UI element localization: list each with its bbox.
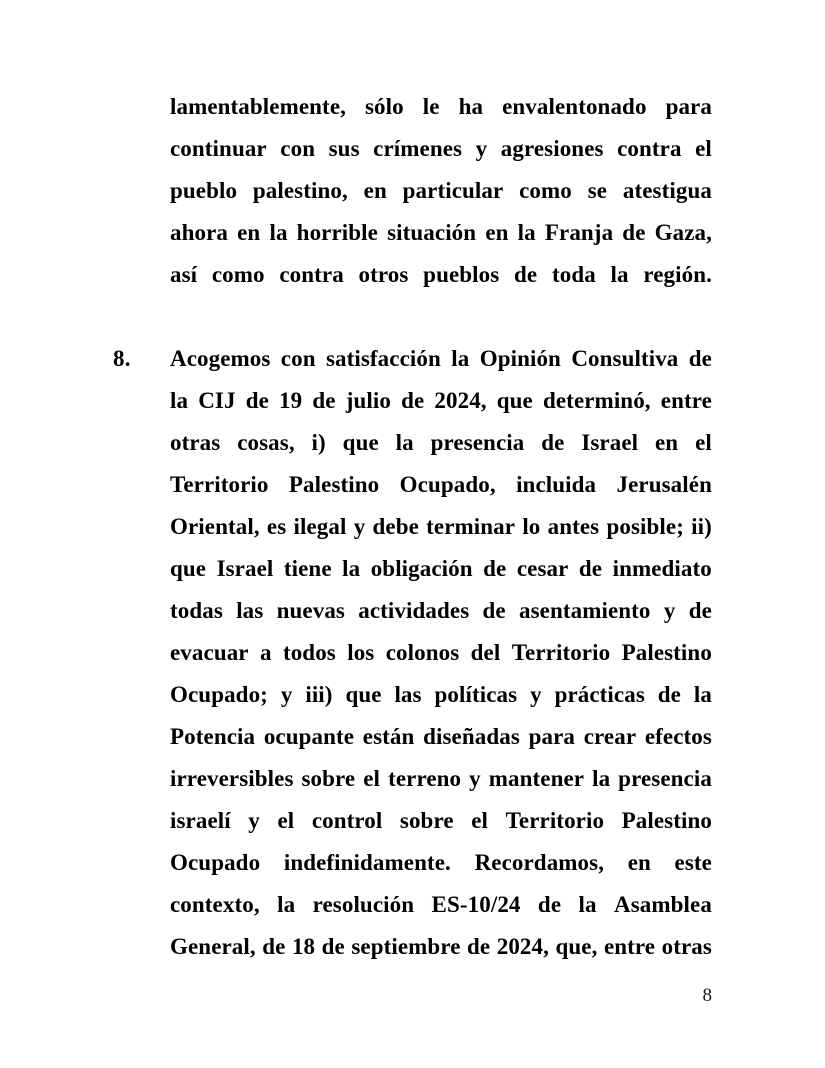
word: sobre [399, 808, 454, 833]
word: Recordamos, [474, 850, 605, 875]
word: colonos [385, 640, 460, 665]
word: crear [583, 724, 637, 749]
word: ilegal [293, 514, 347, 539]
word: del [470, 640, 501, 665]
word: Asamblea [614, 892, 712, 917]
word: 19 [279, 388, 303, 413]
word: ii) [691, 514, 712, 539]
word: Oriental, [170, 514, 260, 539]
text-line [170, 506, 712, 548]
word: actividades [358, 598, 470, 623]
word: CIJ [198, 388, 236, 413]
word: y [469, 766, 481, 791]
word: nuevas [276, 598, 345, 623]
word: Potencia [170, 724, 256, 749]
text-line [170, 800, 712, 842]
text-line [170, 548, 712, 590]
word: particular [402, 178, 504, 203]
word: le [422, 94, 440, 119]
word: Opinión [479, 346, 561, 371]
text-line [170, 422, 712, 464]
word: y [280, 682, 293, 707]
word: la [693, 682, 712, 707]
text-line [170, 758, 712, 800]
word: con [280, 136, 316, 161]
word: el [471, 808, 489, 833]
word: Palestino [621, 640, 712, 665]
word: contra [617, 136, 682, 161]
word: de [622, 220, 646, 245]
word: otras [661, 934, 712, 959]
word: y [530, 682, 542, 707]
word: horrible [296, 220, 378, 245]
word: palestino, [252, 178, 348, 203]
word: y [248, 808, 260, 833]
word: de [483, 556, 507, 581]
word: la [170, 388, 189, 413]
word: irreversibles [170, 766, 294, 791]
text-line [170, 884, 712, 926]
word: de [688, 598, 712, 623]
word: es [266, 514, 287, 539]
word: Israel [581, 430, 639, 455]
word: pueblo [170, 178, 238, 203]
word: que [170, 556, 207, 581]
text-line [170, 128, 712, 170]
word: en [627, 850, 651, 875]
word: presencia [618, 766, 712, 791]
word: de [312, 388, 336, 413]
word: 2024, [496, 934, 549, 959]
word: contexto, [170, 892, 260, 917]
paragraph-number: 8. [113, 346, 131, 371]
word: con [280, 346, 316, 371]
word: Territorio [505, 808, 605, 833]
word: Ocupado, [399, 472, 496, 497]
word: sus [328, 136, 360, 161]
word: de [537, 892, 562, 917]
word: ha [458, 94, 484, 119]
word: atestigua [622, 178, 712, 203]
word: diseñadas [423, 724, 520, 749]
word: la [342, 556, 361, 581]
word: control [311, 808, 383, 833]
text-line [170, 464, 712, 506]
text-line [170, 212, 712, 254]
text-line [170, 926, 712, 968]
word: el [695, 136, 712, 161]
word: General, [170, 934, 256, 959]
text-line [170, 674, 712, 716]
word: este [674, 850, 712, 875]
word: lo [522, 514, 541, 539]
page-number: 8 [702, 985, 712, 1006]
word: efectos [644, 724, 712, 749]
word: que [496, 388, 533, 413]
word: en [485, 220, 509, 245]
word: crímenes [373, 136, 463, 161]
word: de [321, 934, 345, 959]
word: incluida [516, 472, 597, 497]
word: evacuar [170, 640, 249, 665]
paragraph-text [170, 338, 712, 968]
word: en [237, 220, 261, 245]
word: ahora [170, 220, 228, 245]
word: debe [372, 514, 419, 539]
word: que [342, 430, 379, 455]
word: el [695, 430, 712, 455]
word: cosas, [237, 430, 295, 455]
word: mantener [488, 766, 585, 791]
text-line [170, 716, 712, 758]
word: se [587, 178, 608, 203]
word: 2024, [434, 388, 487, 413]
text-line: así como contra otros pueblos de toda la región. [170, 262, 712, 287]
word: terminar [426, 514, 516, 539]
word: sobre [301, 766, 356, 791]
word: i) [311, 430, 326, 455]
word: Territorio [170, 472, 269, 497]
word: para [528, 724, 575, 749]
word: las [236, 598, 264, 623]
word: iii) [305, 682, 333, 707]
paragraph-text [170, 86, 712, 296]
word: presencia [430, 430, 525, 455]
word: prácticas [554, 682, 645, 707]
word: Acogemos [170, 346, 271, 371]
word: satisfacción [325, 346, 441, 371]
word: Israel [216, 556, 274, 581]
word: 18 [291, 934, 316, 959]
word: en [363, 178, 387, 203]
word: como [519, 178, 572, 203]
word: julio [345, 388, 391, 413]
word: ocupante [263, 724, 355, 749]
word: en [655, 430, 679, 455]
word: la [269, 220, 288, 245]
word: que [345, 682, 382, 707]
word: Ocupado; [170, 682, 268, 707]
word: y [663, 598, 676, 623]
word: tiene [283, 556, 332, 581]
word: entre [660, 388, 712, 413]
text-line [170, 86, 712, 128]
word: sólo [365, 94, 404, 119]
word: Territorio [511, 640, 611, 665]
word: Franja [544, 220, 614, 245]
word: la [578, 892, 597, 917]
word: posible; [606, 514, 684, 539]
word: la [592, 766, 611, 791]
word: los [347, 640, 375, 665]
word: situación [387, 220, 477, 245]
word: de [245, 388, 269, 413]
word: continuar [170, 136, 267, 161]
word: inmediato [612, 556, 712, 581]
word: el [363, 766, 381, 791]
word: agresiones [500, 136, 604, 161]
word: y [353, 514, 366, 539]
word: Gaza, [654, 220, 712, 245]
word: de [401, 388, 425, 413]
word: entre [603, 934, 656, 959]
word: políticas [434, 682, 518, 707]
word: de [482, 598, 506, 623]
word: todos [282, 640, 336, 665]
word: a [259, 640, 272, 665]
numbered-paragraph [113, 338, 712, 968]
paragraph [113, 86, 712, 296]
word: terreno [388, 766, 462, 791]
word: la [517, 220, 536, 245]
word: indefinidamente. [283, 850, 451, 875]
word: la [451, 346, 470, 371]
word: y [475, 136, 488, 161]
word: de [578, 556, 603, 581]
word: obligación [370, 556, 473, 581]
word: la [395, 430, 414, 455]
word: Jerusalén [616, 472, 712, 497]
word: Ocupado [170, 850, 261, 875]
word: determinó, [542, 388, 651, 413]
word: israelí [170, 808, 231, 833]
word: todas [170, 598, 223, 623]
word: de [541, 430, 565, 455]
word: el [277, 808, 295, 833]
word: Palestino [621, 808, 712, 833]
word: de [657, 682, 681, 707]
word: Consultiva [571, 346, 679, 371]
word: lamentablemente, [170, 94, 346, 119]
word: septiembre [351, 934, 461, 959]
text-line [170, 380, 712, 422]
word: de [262, 934, 286, 959]
text-line [170, 338, 712, 380]
word: de [688, 346, 712, 371]
word: están [362, 724, 415, 749]
page-body [113, 86, 712, 968]
word: la [277, 892, 296, 917]
word: asentamiento [519, 598, 651, 623]
word: envalentonado [502, 94, 647, 119]
word: las [394, 682, 422, 707]
text-line [170, 632, 712, 674]
text-line [170, 170, 712, 212]
word: de [467, 934, 491, 959]
word: ES-10/24 [431, 892, 521, 917]
word: Palestino [288, 472, 380, 497]
word: resolución [312, 892, 415, 917]
word: antes [547, 514, 600, 539]
text-line [170, 842, 712, 884]
text-line [170, 590, 712, 632]
word: otras [170, 430, 221, 455]
word: para [665, 94, 712, 119]
word: que, [555, 934, 598, 959]
word: cesar [516, 556, 569, 581]
